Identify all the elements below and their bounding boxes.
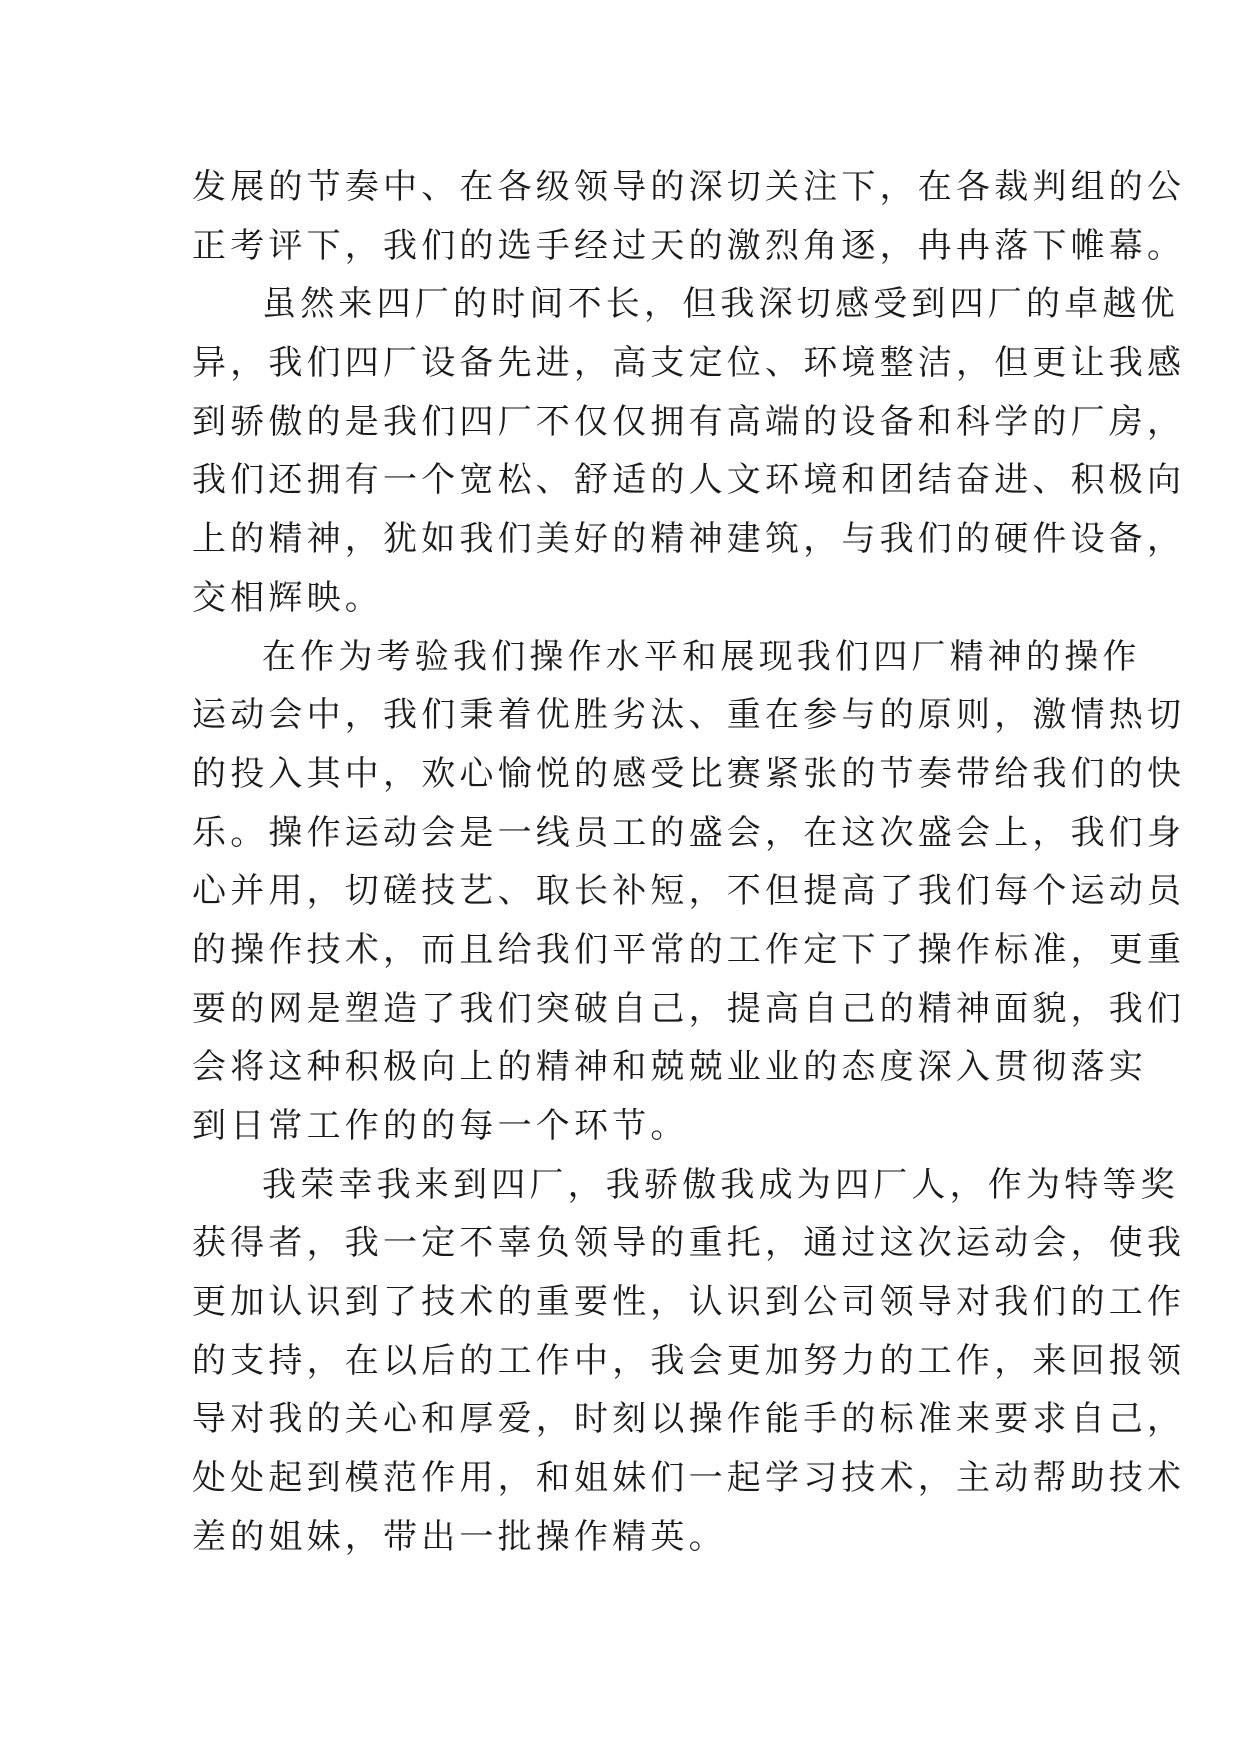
text-line: 乐。操作运动会是一线员工的盛会，在这次盛会上，我们身 (192, 812, 1186, 853)
paragraph-3 (192, 628, 1186, 1156)
text-line: 的投入其中，欢心愉悦的感受比赛紧张的节奏带给我们的快 (192, 753, 1186, 794)
paragraph-4 (192, 1156, 1186, 1567)
text-line: 的操作技术，而且给我们平常的工作定下了操作标准，更重 (192, 929, 1186, 970)
paragraph-1 (192, 158, 1186, 275)
paragraph-2 (192, 275, 1186, 627)
document-body (192, 158, 1186, 1567)
text-line: 处处起到模范作用，和姐妹们一起学习技术，主动帮助技术 (192, 1458, 1186, 1499)
text-line: 我荣幸我来到四厂，我骄傲我成为四厂人，作为特等奖 (262, 1164, 1179, 1205)
text-line: 会将这种积极向上的精神和兢兢业业的态度深入贯彻落实 (192, 1047, 1147, 1088)
text-line: 运动会中，我们秉着优胜劣汰、重在参与的原则，激情热切 (192, 695, 1186, 736)
text-line: 获得者，我一定不辜负领导的重托，通过这次运动会，使我 (192, 1223, 1186, 1264)
text-line: 我们还拥有一个宽松、舒适的人文环境和团结奋进、积极向 (192, 460, 1186, 501)
text-line: 发展的节奏中、在各级领导的深切关注下，在各裁判组的公 (192, 167, 1186, 207)
text-line: 导对我的关心和厚爱，时刻以操作能手的标准来要求自己， (192, 1399, 1186, 1440)
text-line: 在作为考验我们操作水平和展现我们四厂精神的操作 (262, 636, 1141, 677)
text-line: 正考评下，我们的选手经过天的激烈角逐，冉冉落下帷幕。 (192, 225, 1186, 266)
text-line: 要的网是塑造了我们突破自己，提高自己的精神面貌，我们 (192, 988, 1186, 1029)
text-line: 的支持，在以后的工作中，我会更加努力的工作，来回报领 (192, 1340, 1186, 1381)
text-line: 更加认识到了技术的重要性，认识到公司领导对我们的工作 (192, 1282, 1186, 1323)
text-line: 交相辉映。 (192, 577, 383, 618)
text-line: 到骄傲的是我们四厂不仅仅拥有高端的设备和科学的厂房， (192, 401, 1186, 442)
text-line: 到日常工作的的每一个环节。 (192, 1106, 689, 1146)
text-line: 虽然来四厂的时间不长，但我深切感受到四厂的卓越优 (262, 284, 1179, 325)
text-line: 上的精神，犹如我们美好的精神建筑，与我们的硬件设备， (192, 519, 1186, 560)
text-line: 心并用，切磋技艺、取长补短，不但提高了我们每个运动员 (192, 871, 1186, 912)
text-line: 异，我们四厂设备先进，高支定位、环境整洁，但更让我感 (192, 343, 1186, 384)
text-line: 差的姐妹，带出一批操作精英。 (192, 1516, 727, 1557)
